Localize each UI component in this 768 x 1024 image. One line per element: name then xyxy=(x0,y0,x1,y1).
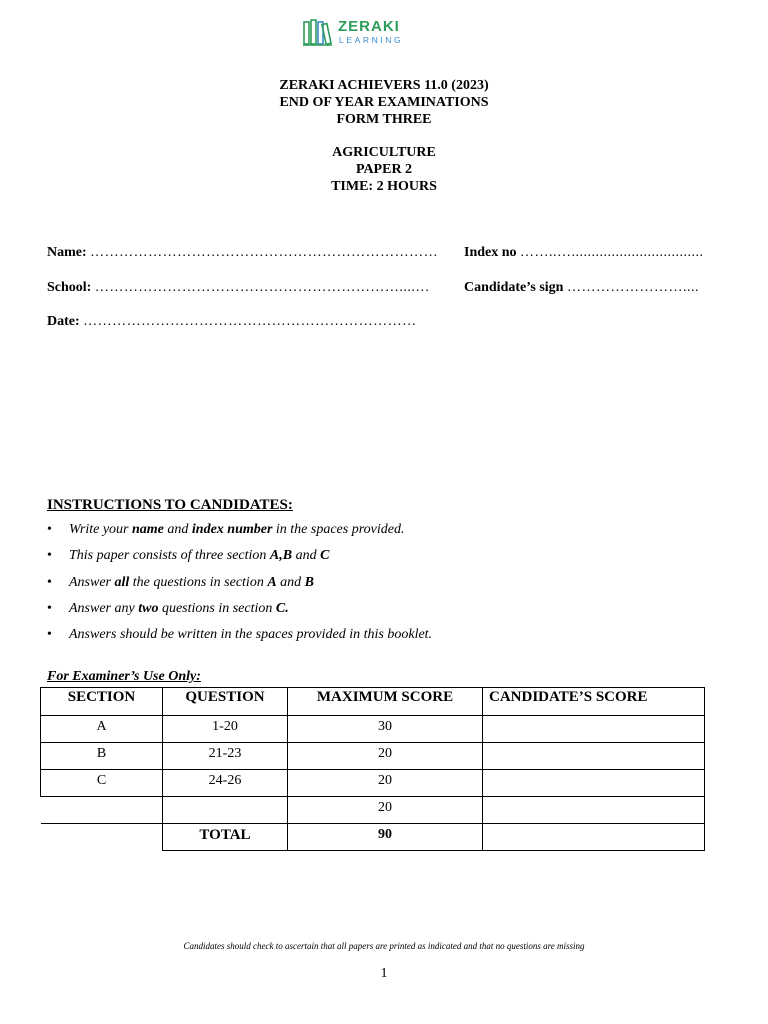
date-field[interactable] xyxy=(47,314,417,330)
cell-section: B xyxy=(41,743,163,770)
cell-max-score: 20 xyxy=(288,770,483,797)
cell-question: 1-20 xyxy=(163,716,288,743)
instruction-item: • Answer any two questions in section C. xyxy=(47,600,432,626)
total-value: 90 xyxy=(288,824,483,851)
cell-candidate-score[interactable] xyxy=(483,797,705,824)
header-candidate-score: CANDIDATE’S SCORE xyxy=(483,688,705,716)
instruction-item: • This paper consists of three section A,B and C xyxy=(47,547,432,573)
table-row xyxy=(41,716,705,743)
cell-candidate-score[interactable] xyxy=(483,770,705,797)
header-max-score: MAXIMUM SCORE xyxy=(288,688,483,716)
header-section: SECTION xyxy=(41,688,163,716)
table-row xyxy=(41,743,705,770)
exam-title-line2: END OF YEAR EXAMINATIONS xyxy=(279,95,489,110)
index-dots: ……..…................................. xyxy=(520,245,704,260)
cell-section: A xyxy=(41,716,163,743)
name-label: Name: xyxy=(47,245,87,260)
cell-empty xyxy=(41,824,163,851)
logo-brand-name: ZERAKI xyxy=(338,18,400,35)
instruction-item: • Answers should be written in the spaces provided in this booklet. xyxy=(47,626,432,652)
total-candidate-score[interactable] xyxy=(483,824,705,851)
instructions-list xyxy=(47,521,432,652)
school-field[interactable] xyxy=(47,280,430,296)
cell-question xyxy=(163,797,288,824)
cell-question: 24-26 xyxy=(163,770,288,797)
table-total-row xyxy=(41,824,705,851)
sign-dots: …………………….... xyxy=(566,280,699,295)
school-label: School: xyxy=(47,280,92,295)
cell-section: C xyxy=(41,770,163,797)
exam-title-line1: ZERAKI ACHIEVERS 11.0 (2023) xyxy=(279,78,489,93)
examiner-score-table xyxy=(40,687,705,851)
header-question: QUESTION xyxy=(163,688,288,716)
total-label: TOTAL xyxy=(163,824,288,851)
index-field[interactable] xyxy=(464,245,704,261)
time-allowed: TIME: 2 HOURS xyxy=(331,179,437,194)
logo-brand-sub: LEARNING xyxy=(339,35,404,45)
school-dots: ………………………………………………………....… xyxy=(94,280,430,295)
cell-max-score: 30 xyxy=(288,716,483,743)
name-dots: ……………………………………………………………… xyxy=(90,245,439,260)
date-dots: …………………………………………………………… xyxy=(83,314,417,329)
name-field[interactable] xyxy=(47,245,438,261)
cell-section xyxy=(41,797,163,824)
table-row xyxy=(41,797,705,824)
instruction-item: • Write your name and index number in the spaces provided. xyxy=(47,521,432,547)
exam-title-line3: FORM THREE xyxy=(336,112,432,127)
table-row xyxy=(41,770,705,797)
subject-title: AGRICULTURE xyxy=(332,145,436,160)
sign-label: Candidate’s sign xyxy=(464,280,564,295)
examiner-use-label: For Examiner’s Use Only: xyxy=(47,669,201,684)
paper-title: PAPER 2 xyxy=(355,162,413,177)
cell-candidate-score[interactable] xyxy=(483,716,705,743)
candidate-sign-field[interactable] xyxy=(464,280,699,296)
cell-candidate-score[interactable] xyxy=(483,743,705,770)
page-number: 1 xyxy=(380,966,388,981)
instructions-title: INSTRUCTIONS TO CANDIDATES: xyxy=(47,497,293,513)
instruction-item: • Answer all the questions in section A and B xyxy=(47,574,432,600)
footnote: Candidates should check to ascertain that all papers are printed as indicated and that no questions are missing xyxy=(183,941,585,951)
cell-max-score: 20 xyxy=(288,743,483,770)
index-label: Index no xyxy=(464,245,517,260)
cell-max-score: 20 xyxy=(288,797,483,824)
cell-question: 21-23 xyxy=(163,743,288,770)
zeraki-logo xyxy=(303,16,413,46)
table-header-row xyxy=(41,688,705,716)
books-logo-icon xyxy=(303,18,333,46)
date-label: Date: xyxy=(47,314,80,329)
